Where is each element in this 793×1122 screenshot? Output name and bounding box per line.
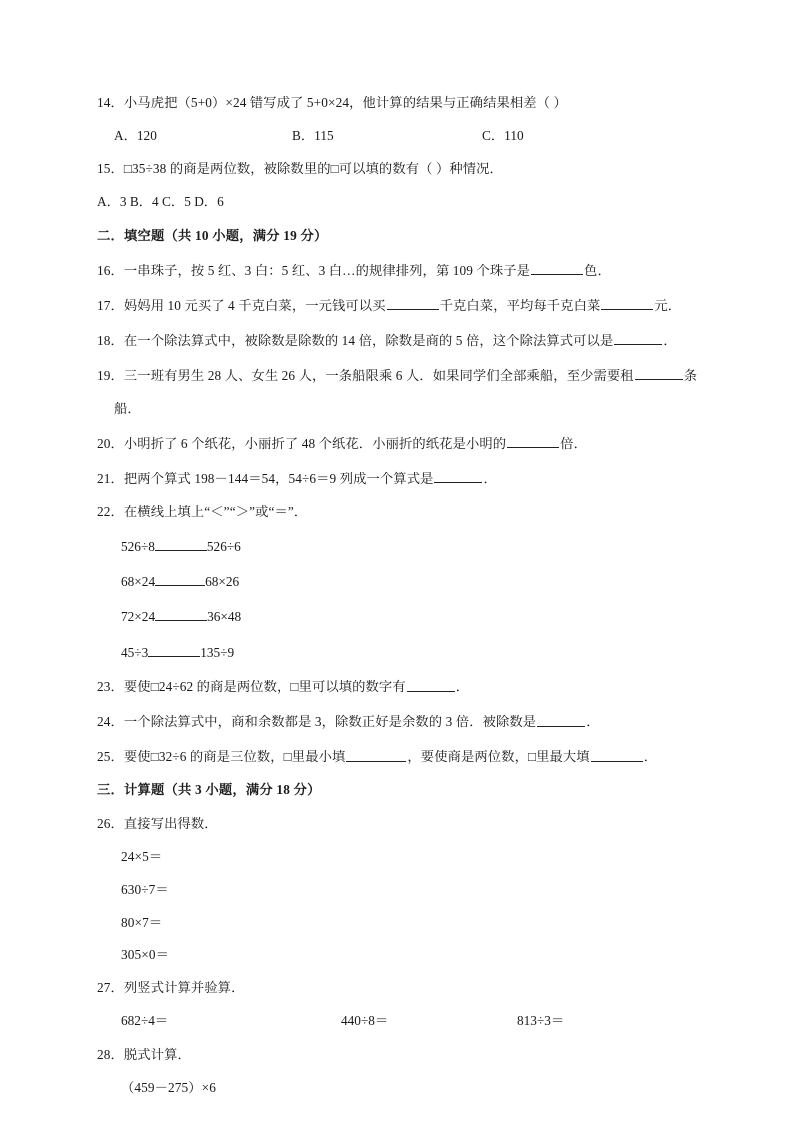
comparison-right: 36×48 (207, 609, 242, 625)
question-21-text-part2: ． (483, 471, 497, 487)
section-header-calculation: 三．计算题（共 3 小题，满分 18 分） (97, 782, 321, 798)
question-17 (97, 297, 713, 313)
question-15-text: □35÷38 的商是两位数，被除数里的□可以填的数有（ ）种情况． (123, 161, 503, 177)
comparison-blank[interactable] (155, 538, 207, 551)
question-17-number: 17． (97, 298, 124, 314)
answer-blank[interactable] (635, 367, 683, 380)
answer-blank[interactable] (507, 435, 559, 448)
option-b[interactable]: B．4 (129, 194, 159, 210)
question-28-prompt: 脱式计算． (123, 1046, 191, 1062)
question-15-options (97, 195, 713, 209)
question-27-number: 27． (97, 980, 124, 996)
question-21-text-part1: 把两个算式 198－144＝54，54÷6＝9 列成一个算式是 (123, 471, 434, 487)
question-16 (97, 262, 713, 278)
comparison-blank[interactable] (155, 573, 205, 586)
expression-row: 24×5＝ (121, 848, 163, 864)
expression-row: 305×0＝ (121, 947, 169, 963)
answer-blank[interactable] (537, 713, 585, 726)
question-14-text: 小马虎把（5+0）×24 错写成了 5+0×24，他计算的结果与正确结果相差（ ） (123, 95, 567, 110)
question-14-options (97, 129, 713, 143)
answer-blank[interactable] (407, 678, 455, 691)
answer-blank[interactable] (614, 332, 662, 345)
answer-blank[interactable] (531, 262, 583, 275)
answer-blank[interactable] (434, 470, 482, 483)
answer-blank[interactable] (591, 748, 643, 761)
answer-blank[interactable] (601, 297, 653, 310)
option-c[interactable]: C．5 (162, 194, 191, 210)
comparison-left: 45÷3 (121, 644, 149, 660)
question-19 (97, 367, 713, 383)
question-16-number: 16． (97, 263, 124, 279)
expression-row: （459－275）×6 (121, 1080, 217, 1096)
question-19-text-part1: 三一班有男生 28 人、女生 26 人，一条船限乘 6 人．如果同学们全部乘船，至少需要租 (123, 368, 634, 384)
question-26 (97, 817, 713, 830)
question-14-number: 14． (97, 95, 124, 110)
question-20 (97, 435, 713, 451)
expression-2: 440÷8＝ (341, 1013, 389, 1029)
expression-3: 813÷3＝ (517, 1013, 565, 1029)
question-27-prompt: 列竖式计算并验算． (123, 980, 245, 996)
question-17-text-part1: 妈妈用 10 元买了 4 千克白菜，一元钱可以买 (123, 298, 386, 314)
comparison-row-2 (97, 573, 713, 589)
question-16-text-part2: 色． (584, 263, 611, 279)
comparison-blank[interactable] (155, 608, 207, 621)
question-17-text-part3: 元． (654, 298, 682, 314)
question-24-text-part2: ． (586, 714, 600, 730)
question-19-text-part2: 条 (683, 368, 698, 384)
question-28-number: 28． (97, 1046, 124, 1062)
answer-blank[interactable] (346, 748, 406, 761)
answer-blank[interactable] (387, 297, 439, 310)
question-19-number: 19． (97, 368, 124, 384)
question-20-text-part2: 倍． (560, 436, 587, 452)
comparison-row-1 (97, 538, 713, 554)
comparison-row-3 (97, 608, 713, 624)
question-14 (97, 96, 713, 109)
comparison-right: 526÷6 (206, 539, 241, 555)
question-26-number: 26． (97, 815, 124, 831)
question-23-number: 23． (97, 679, 124, 695)
comparison-right: 68×26 (205, 574, 240, 590)
question-21 (97, 470, 713, 486)
question-23-text-part1: 要使□24÷62 的商是两位数，□里可以填的数字有 (123, 679, 406, 695)
comparison-blank[interactable] (148, 643, 200, 656)
question-18 (97, 332, 713, 348)
question-22-text: 在横线上填上“＜”“＞”或“＝”． (123, 503, 308, 519)
question-27 (97, 981, 713, 994)
expression-row: 80×7＝ (121, 914, 163, 930)
question-25-text-part3: ． (643, 749, 658, 765)
comparison-left: 72×24 (121, 609, 156, 625)
question-25 (97, 748, 713, 764)
question-28 (97, 1048, 713, 1061)
expression-1: 682÷4＝ (121, 1013, 169, 1029)
comparison-left: 526÷8 (121, 539, 155, 555)
option-d[interactable]: D．6 (194, 194, 224, 210)
option-b[interactable]: B．115 (292, 127, 334, 143)
question-18-text-part2: ． (663, 333, 677, 349)
question-17-text-part2: 千克白菜，平均每千克白菜 (439, 298, 601, 314)
comparison-left: 68×24 (121, 574, 156, 590)
page-content (97, 96, 713, 1114)
question-18-text-part1: 在一个除法算式中，被除数是除数的 14 倍，除数是商的 5 倍，这个除法算式可以是 (123, 333, 614, 349)
question-20-number: 20． (97, 436, 124, 452)
question-23-text-part2: ． (455, 679, 470, 695)
question-15 (97, 162, 713, 175)
question-25-number: 25． (97, 749, 124, 765)
question-15-number: 15． (97, 161, 124, 177)
comparison-row-4 (97, 643, 713, 659)
question-26-prompt: 直接写出得数． (123, 815, 218, 831)
question-21-number: 21． (97, 471, 124, 487)
question-27-expressions (97, 1014, 713, 1028)
question-22-number: 22． (97, 503, 124, 519)
question-25-text-part1: 要使□32÷6 的商是三位数，□里最小填 (123, 749, 346, 765)
question-23 (97, 678, 713, 694)
question-24-number: 24． (97, 714, 124, 730)
question-20-text-part1: 小明折了 6 个纸花，小丽折了 48 个纸花．小丽折的纸花是小明的 (123, 436, 507, 452)
comparison-right: 135÷9 (200, 644, 235, 660)
question-16-text-part1: 一串珠子，按 5 红、3 白：5 红、3 白…的规律排列，第 109 个珠子是 (123, 263, 531, 279)
question-18-number: 18． (97, 333, 124, 349)
question-19-line2: 船． (114, 401, 141, 417)
option-a[interactable]: A．120 (114, 127, 157, 143)
question-24-text-part1: 一个除法算式中，商和余数都是 3，除数正好是余数的 3 倍．被除数是 (123, 714, 537, 730)
question-22 (97, 505, 713, 518)
option-a[interactable]: A．3 (97, 194, 127, 210)
question-24 (97, 713, 713, 729)
section-header-fill-in: 二．填空题（共 10 小题，满分 19 分） (97, 227, 328, 243)
option-c[interactable]: C．110 (482, 127, 524, 143)
expression-row: 630÷7＝ (121, 881, 169, 897)
question-25-text-part2: ，要使商是两位数，□里最大填 (407, 749, 590, 765)
